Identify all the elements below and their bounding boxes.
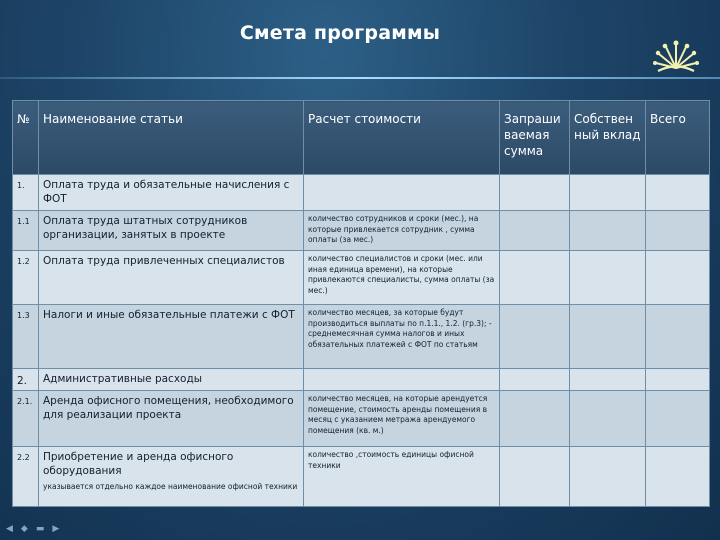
table-row [13,391,710,447]
header-total: Всего [646,101,710,175]
row-name: Оплата труда привлеченных специалистов [39,251,304,305]
row-name: Оплата труда и обязательные начисления с ФОТ [39,175,304,211]
row-requested [500,251,570,305]
table-row [13,447,710,507]
notes-icon[interactable]: ▬ [35,524,45,534]
row-num: 2.2 [13,447,39,507]
table-row [13,175,710,211]
row-own [570,211,646,251]
row-own [570,251,646,305]
header-requested: Запраши ваемая сумма [500,101,570,175]
row-name-cell [39,447,304,507]
header-divider [0,77,720,79]
prev-slide-icon[interactable]: ◀ [6,524,13,534]
row-name: Налоги и иные обязательные платежи с ФОТ [39,305,304,369]
page-title: Смета программы [239,22,441,44]
row-requested [500,391,570,447]
next-slide-icon[interactable]: ▶ [52,524,60,534]
row-name: Административные расходы [39,369,304,391]
row-requested [500,447,570,507]
row-total [646,391,710,447]
budget-table-container [12,100,709,507]
header-own: Собствен ный вклад [570,101,646,175]
row-calc: количество месяцев, на которые арендуется помещение, стоимость аренды помещения в месяц с указанием метража арендуемого помещения (кв. м.) [304,391,500,447]
row-requested [500,305,570,369]
row-calc: количество специалистов и сроки (мес. или иная единица времени), на которые привлекаются специалисты, сумма оплаты (за мес.) [304,251,500,305]
sunburst-logo-icon [652,38,700,78]
row-calc: количество месяцев, за которые будут производиться выплаты по п.1.1., 1.2. (гр.3); - среднемесячная сумма налогов и иных обязательных платежей с ФОТ по статьям [304,305,500,369]
row-total [646,211,710,251]
row-own [570,369,646,391]
budget-table [12,100,710,507]
row-name: Оплата труда штатных сотрудников организации, занятых в проекте [39,211,304,251]
row-num: 2.1. [13,391,39,447]
row-num: 1.1 [13,211,39,251]
row-calc [304,175,500,211]
row-total [646,305,710,369]
row-calc: количество сотрудников и сроки (мес.), на которые привлекается сотрудник , сумма оплаты (за мес.) [304,211,500,251]
row-total [646,251,710,305]
row-name: Аренда офисного помещения, необходимого для реализации проекта [39,391,304,447]
table-row [13,211,710,251]
row-own [570,391,646,447]
row-name: Приобретение и аренда офисного оборудования [43,451,234,477]
header-name: Наименование статьи [39,101,304,175]
slide-nav [6,524,59,534]
row-own [570,447,646,507]
row-requested [500,175,570,211]
row-num: 1.3 [13,305,39,369]
header-num: № [13,101,39,175]
header-calc: Расчет стоимости [304,101,500,175]
table-header-row [13,101,710,175]
table-row [13,305,710,369]
row-calc [304,369,500,391]
row-num: 1.2 [13,251,39,305]
table-row [13,369,710,391]
row-requested [500,211,570,251]
row-calc: количество ,стоимость единицы офисной техники [304,447,500,507]
row-total [646,175,710,211]
row-num: 2. [13,369,39,391]
menu-icon[interactable]: ◆ [20,524,28,534]
row-total [646,447,710,507]
table-row [13,251,710,305]
row-note: указывается отдельно каждое наименование офисной техники [43,482,298,491]
row-own [570,175,646,211]
row-requested [500,369,570,391]
row-own [570,305,646,369]
row-total [646,369,710,391]
row-num: 1. [13,175,39,211]
